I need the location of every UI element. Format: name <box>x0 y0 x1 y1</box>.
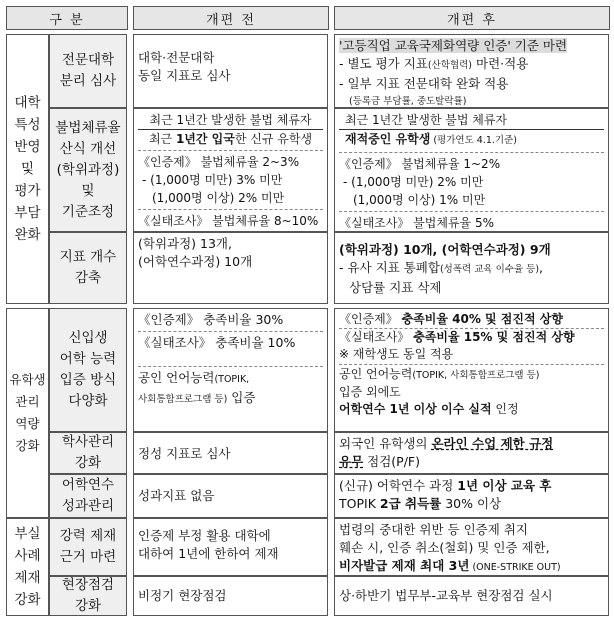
text <box>138 369 323 389</box>
header-after <box>334 6 610 30</box>
row-site-inspection: 현장점검 강화 <box>49 576 127 616</box>
row-indicator-reduction: 지표 개수 감축 <box>49 232 127 304</box>
text: 재적중인 유학생 <box>345 132 431 146</box>
text: - 유사 지표 통폐합 <box>339 260 440 275</box>
after-sanction-basis <box>334 518 609 576</box>
text: 최근 1년간 발생한 불법 체류자 <box>345 113 507 127</box>
text: 입증 외에도 <box>339 385 401 399</box>
after-language-proof <box>334 308 609 432</box>
row-language-course-performance: 어학연수 성과관리 <box>49 474 127 518</box>
header-category-label: 구 분 <box>49 12 85 28</box>
text <box>339 329 604 346</box>
text: 최근 <box>148 132 176 146</box>
header-category <box>6 6 128 30</box>
text: 외국인 유학생의 <box>339 436 432 451</box>
divider <box>339 211 604 212</box>
text: - (1,000명 미만) 3% 미만 <box>142 173 283 187</box>
text: 온라인 수업 제한 규정 <box>431 436 554 451</box>
row-language-proof: 신입생 어학 능력 입증 방식 다양화 <box>49 308 127 432</box>
before-sanction-basis <box>133 518 328 576</box>
row-illegal-stay-formula: 불법체류율 산식 개선 (학위과정) 및 기준조정 <box>49 108 127 232</box>
text <box>339 55 604 75</box>
text: 한 신규 유학생 <box>234 132 313 146</box>
text: (평가연도 4.1.기준) <box>430 135 517 146</box>
text: TOPIK <box>339 496 380 511</box>
text: 공인 언어능력 <box>339 367 413 381</box>
text <box>339 477 604 495</box>
text: 《실태조사》 충족비율 10% <box>138 335 296 350</box>
row-sanction-basis: 강력 제재 근거 마련 <box>49 518 127 576</box>
after-college-separate-review <box>334 34 609 108</box>
text: 충족비율 15% 및 점진적 상향 <box>413 330 575 344</box>
after-illegal-stay-formula <box>334 108 609 232</box>
before-academic-management <box>133 432 328 474</box>
text: 마련·적용 <box>472 56 529 71</box>
text: 비자발급 제재 최대 3년 <box>339 558 470 573</box>
after-academic-management <box>334 432 609 474</box>
divider <box>138 366 323 367</box>
text: (산학협력) <box>427 60 473 71</box>
text <box>339 495 604 513</box>
text <box>339 259 604 279</box>
text: 사회통합프로그램 등) <box>138 394 228 405</box>
text: 상담률 지표 삭제 <box>349 280 442 295</box>
text: 2급 취득률 <box>379 496 442 511</box>
header-before <box>133 6 329 30</box>
after-indicator-reduction <box>334 232 609 304</box>
text: (TOPIK, 사회통합프로그램 등) <box>412 370 540 381</box>
row-college-separate-review: 전문대학 분리 심사 <box>49 34 127 108</box>
header-before-label: 개편 전 <box>206 12 256 28</box>
before-illegal-stay-formula <box>133 108 328 232</box>
text: - 일부 지표 전문대학 완화 적용 <box>339 76 509 91</box>
text <box>138 129 323 148</box>
text: 대하여 1년에 한하여 제재 <box>138 546 279 561</box>
text: 《인증제》 불법체류율 2~3% <box>138 155 300 169</box>
text: 충족비율 40% 및 점진적 상향 <box>401 312 563 326</box>
text: 어학연수 1년 이상 이수 실적 <box>339 402 492 416</box>
text: (1,000명 이상) 2% 미만 <box>152 191 285 205</box>
text: 1년간 입국 <box>175 132 235 146</box>
divider <box>138 331 323 332</box>
before-college-separate-review <box>133 34 328 108</box>
section-university-evaluation: 대학 특성 반영 및 평가 부담 완화 <box>6 34 49 304</box>
text: (ONE-STRIKE OUT) <box>469 562 561 573</box>
text: 동일 지표로 심사 <box>138 68 231 83</box>
text: 성과지표 없음 <box>138 488 215 503</box>
divider <box>339 364 604 365</box>
text: 입증 <box>227 390 256 405</box>
after-site-inspection <box>334 576 609 616</box>
text <box>339 557 604 577</box>
text: - (1,000명 미만) 2% 미만 <box>343 175 484 189</box>
text <box>339 453 604 471</box>
text <box>339 401 604 418</box>
text: 법령의 중대한 위반 등 인증제 취지 <box>339 522 528 537</box>
text: 인정 <box>491 402 519 416</box>
text <box>339 311 604 328</box>
after-language-course-performance <box>334 474 609 518</box>
header-after-label: 개편 후 <box>447 12 497 28</box>
text: 1년 이상 교육 후 <box>457 478 552 493</box>
text <box>138 389 323 409</box>
before-site-inspection <box>133 576 328 616</box>
text: (신규) 어학연수 과정 <box>339 478 458 493</box>
divider <box>138 209 323 210</box>
text: 《실태조사》 불법체류율 8~10% <box>138 214 319 228</box>
text: (TOPIK, <box>214 374 250 385</box>
text: 인증제 부정 활용 대학에 <box>138 528 271 543</box>
text: 대학·전문대학 <box>138 50 215 65</box>
text: (성폭력 교육 이수율 등) <box>439 264 540 275</box>
divider <box>339 152 604 153</box>
text: 유무 <box>339 454 364 469</box>
text: ※ 재학생도 동일 적용 <box>339 347 454 361</box>
text <box>339 129 604 150</box>
text: , <box>539 260 544 275</box>
text: (1,000명 이상) 1% 미만 <box>353 193 486 207</box>
text: 훼손 시, 인증 취소(철회) 및 인증 제한, <box>339 540 550 555</box>
text: 공인 언어능력 <box>138 370 215 385</box>
before-language-proof <box>133 308 328 432</box>
text: 《인증제》 충족비율 30% <box>138 312 284 327</box>
text: - 별도 평가 지표 <box>339 56 428 71</box>
text <box>339 366 604 384</box>
text: 《실태조사》 <box>339 330 414 344</box>
text <box>339 37 604 55</box>
text: 점검(P/F) <box>363 454 420 469</box>
text <box>339 435 604 453</box>
text: 비정기 현장점검 <box>138 588 227 603</box>
text: 정성 지표로 심사 <box>138 446 231 461</box>
text: 상·하반기 법무부-교육부 현장점검 실시 <box>339 588 553 603</box>
text: 30% 이상 <box>441 496 502 511</box>
section-sanction: 부실 사례 제재 강화 <box>6 518 49 616</box>
before-language-course-performance <box>133 474 328 518</box>
text: 《인증제》 <box>339 312 402 326</box>
text: (학위과정) 10개, (어학연수과정) 9개 <box>339 242 551 257</box>
divider <box>138 150 323 151</box>
text: 《실태조사》 불법체류율 5% <box>339 216 494 230</box>
section-student-management: 유학생 관리 역량 강화 <box>6 308 49 518</box>
text: 최근 1년간 발생한 불법 체류자 <box>149 113 312 127</box>
row-academic-management: 학사관리 강화 <box>49 432 127 474</box>
text: (학위과정) 13개, <box>138 236 232 251</box>
before-indicator-reduction <box>133 232 328 304</box>
text: 《인증제》 불법체류율 1~2% <box>339 157 501 171</box>
text: '고등직업 교육국제화역량 인증' 기준 마련 <box>339 38 568 53</box>
text: (어학연수과정) 10개 <box>138 254 253 269</box>
text: (등록금 부담률, 중도탈락률) <box>349 96 467 107</box>
